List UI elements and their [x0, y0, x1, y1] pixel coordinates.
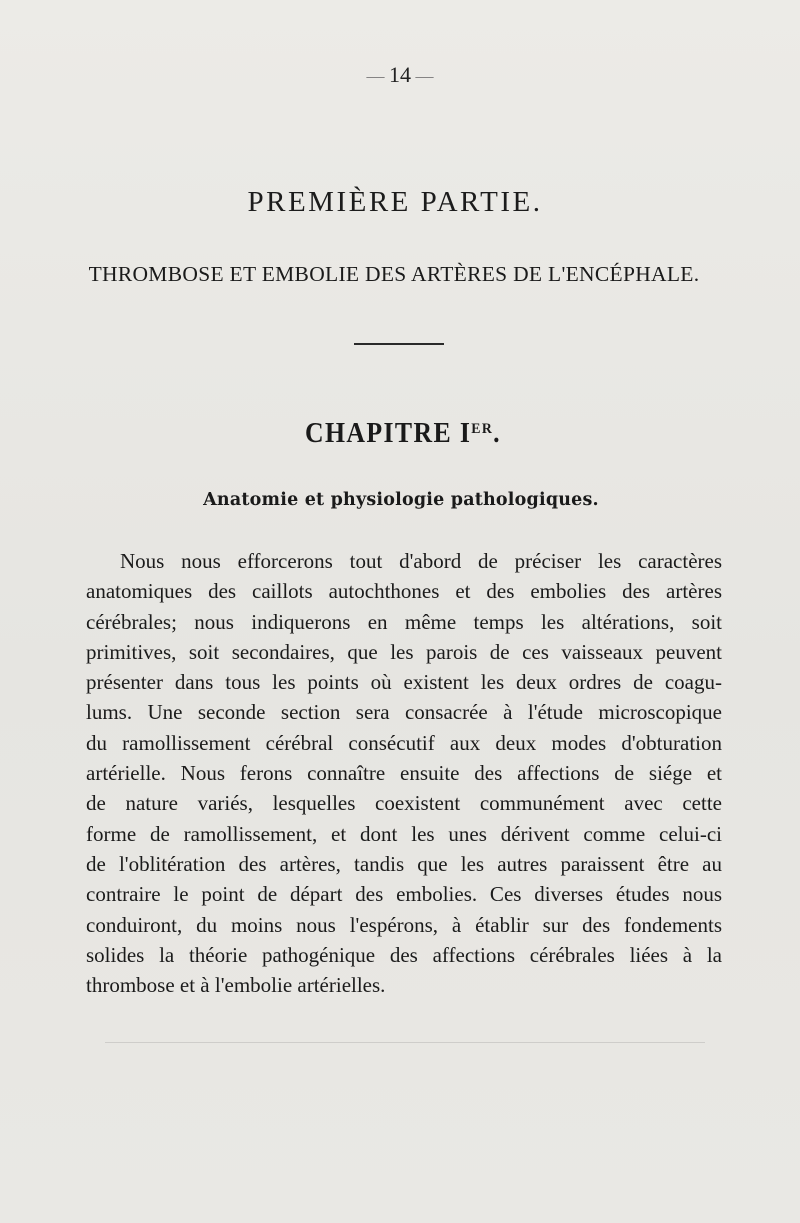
title-divider	[354, 343, 444, 345]
body-line: forme de ramollissement, et dont les unes dérivent comme celui-ci	[86, 821, 722, 846]
body-line: du ramollissement cérébral consécutif aux deux modes d'obturation	[86, 730, 722, 755]
body-line: de l'oblitération des artères, tandis que les autres paraissent être au	[86, 851, 722, 876]
chapter-title-suffix: ER	[471, 421, 494, 437]
chapter-subtitle: Anatomie et physiologie pathologiques.	[203, 490, 599, 510]
body-line: solides la théorie pathogénique des affections cérébrales liées à la	[86, 942, 722, 967]
body-line: lums. Une seconde section sera consacrée à l'étude microscopique	[86, 700, 722, 725]
chapter-title-dot: .	[493, 418, 501, 449]
body-line: anatomiques des caillots autochthones et des embolies des artères	[86, 579, 722, 604]
body-line: de nature variés, lesquelles coexistent communément avec cette	[86, 791, 722, 816]
body-line: conduiront, du moins nous l'espérons, à établir sur des fondements	[86, 912, 722, 937]
section-title: THROMBOSE ET EMBOLIE DES ARTÈRES DE L'ENCÉPHALE.	[88, 262, 700, 286]
body-line: thrombose et à l'embolie artérielles.	[86, 973, 386, 998]
chapter-title	[32, 418, 774, 450]
body-line: contraire le point de départ des embolies. Ces diverses études nous	[86, 882, 722, 907]
body-paragraph	[86, 546, 722, 1000]
part-title: PREMIÈRE PARTIE.	[247, 186, 543, 218]
body-line: cérébrales; nous indiquerons en même temps les altérations, soit	[86, 609, 722, 634]
body-line: artérielle. Nous ferons connaître ensuite des affections de siége et	[86, 761, 722, 786]
bleed-through-decoration	[78, 112, 83, 134]
body-line: présenter dans tous les points où existent les deux ordres de coagu-	[86, 670, 722, 695]
body-line: primitives, soit secondaires, que les parois de ces vaisseaux peuvent	[86, 639, 722, 664]
page-number: — 14 —	[366, 62, 434, 87]
body-line: Nous nous efforcerons tout d'abord de préciser les caractères	[120, 549, 722, 573]
chapter-title-text: CHAPITRE I	[304, 418, 472, 449]
page-number-value: 14	[389, 62, 411, 87]
faint-footnote-rule	[105, 1042, 705, 1043]
